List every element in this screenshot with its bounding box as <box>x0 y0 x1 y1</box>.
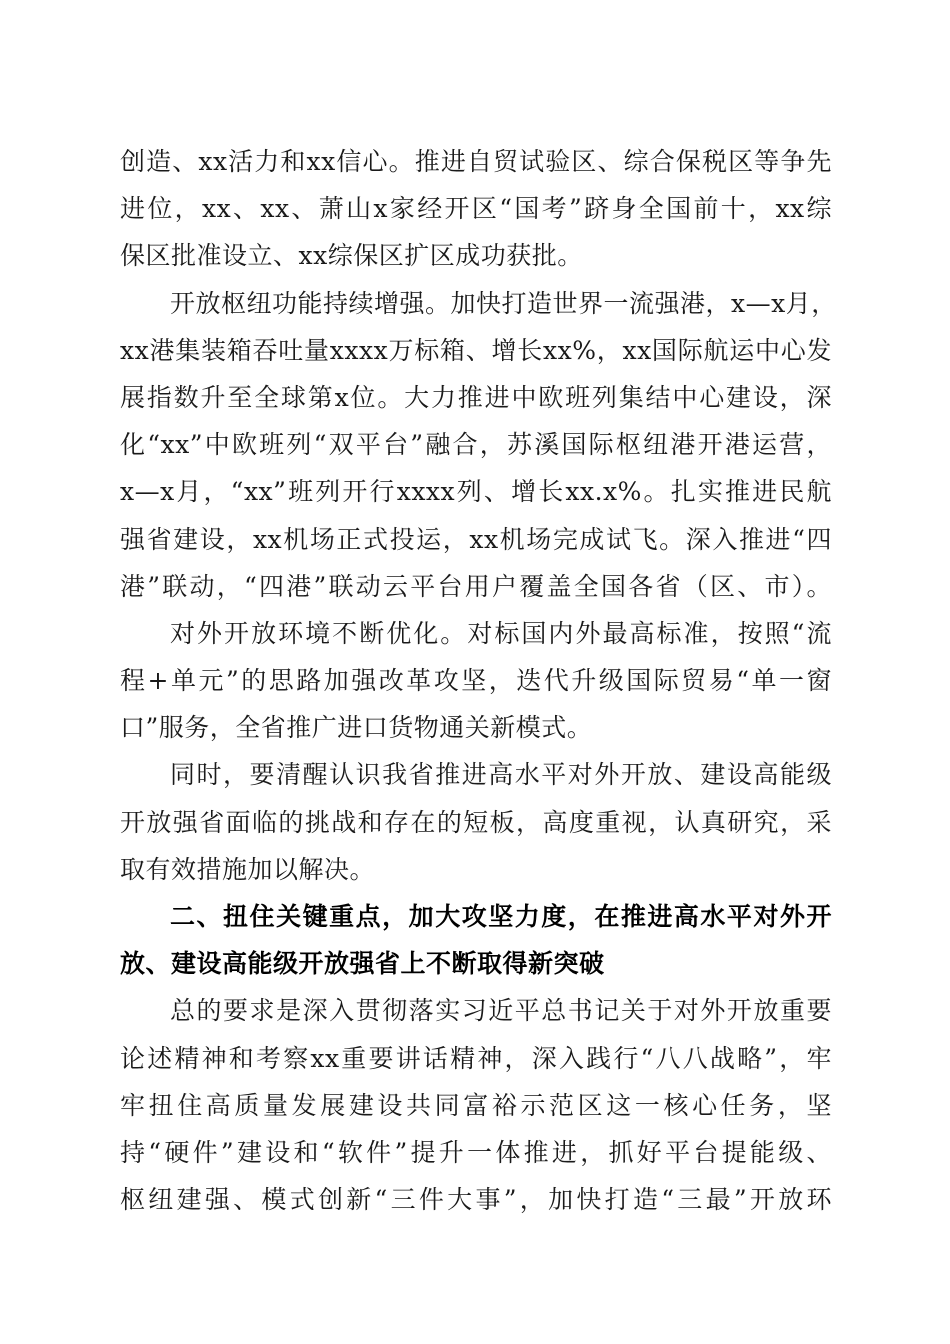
paragraph-line: 创造、xx活力和xx信心。推进自贸试验区、综合保税区等争先 <box>120 147 832 176</box>
paragraph-line: 取有效措施加以解决。 <box>120 854 376 884</box>
paragraph-line: 开放强省面临的挑战和存在的短板，高度重视，认真研究，采 <box>120 807 832 837</box>
paragraph-line: 同时，要清醒认识我省推进高水平对外开放、建设高能级 <box>170 760 832 790</box>
paragraph-line: 论述精神和考察xx重要讲话精神，深入践行“八八战略”，牢 <box>120 1043 832 1073</box>
paragraph-line: 展指数升至全球第x位。大力推进中欧班列集结中心建设，深 <box>120 382 832 412</box>
paragraph-line: 对外开放环境不断优化。对标国内外最高标准，按照“流 <box>170 618 832 648</box>
paragraph-line: 持“硬件”建设和“软件”提升一体推进，抓好平台提能级、 <box>120 1137 832 1167</box>
paragraph-line: 程+单元”的思路加强改革攻坚，迭代升级国际贸易“单一窗 <box>120 666 832 696</box>
document-body <box>120 138 837 1223</box>
paragraph-line: 开放枢纽功能持续增强。加快打造世界一流强港，x—x月， <box>170 288 837 318</box>
paragraph-line: 保区批准设立、xx综保区扩区成功获批。 <box>120 241 583 271</box>
section-heading-line: 二、扭住关键重点，加大攻坚力度，在推进高水平对外开 <box>170 902 832 931</box>
paragraph-line: x—x月，“xx”班列开行xxxx列、增长xx.x%。扎实推进民航 <box>120 477 832 507</box>
paragraph-line: 口”服务，全省推广进口货物通关新模式。 <box>120 713 593 743</box>
paragraph-line: 强省建设，xx机场正式投运，xx机场完成试飞。深入推进“四 <box>120 524 832 554</box>
paragraph-line: xx港集装箱吞吐量xxxx万标箱、增长xx%，xx国际航运中心发 <box>120 335 832 365</box>
paragraph-line: 牢扭住高质量发展建设共同富裕示范区这一核心任务，坚 <box>120 1090 832 1120</box>
paragraph-line: 港”联动，“四港”联动云平台用户覆盖全国各省（区、市）。 <box>120 571 832 601</box>
section-heading-line: 放、建设高能级开放强省上不断取得新突破 <box>120 949 605 979</box>
paragraph-line: 总的要求是深入贯彻落实习近平总书记关于对外开放重要 <box>170 996 832 1026</box>
paragraph-line: 枢纽建强、模式创新“三件大事”，加快打造“三最”开放环 <box>120 1185 832 1215</box>
paragraph-line: 化“xx”中欧班列“双平台”融合，苏溪国际枢纽港开港运营， <box>120 430 832 460</box>
paragraph-line: 进位，xx、xx、萧山x家经开区“国考”跻身全国前十，xx综 <box>120 194 832 224</box>
